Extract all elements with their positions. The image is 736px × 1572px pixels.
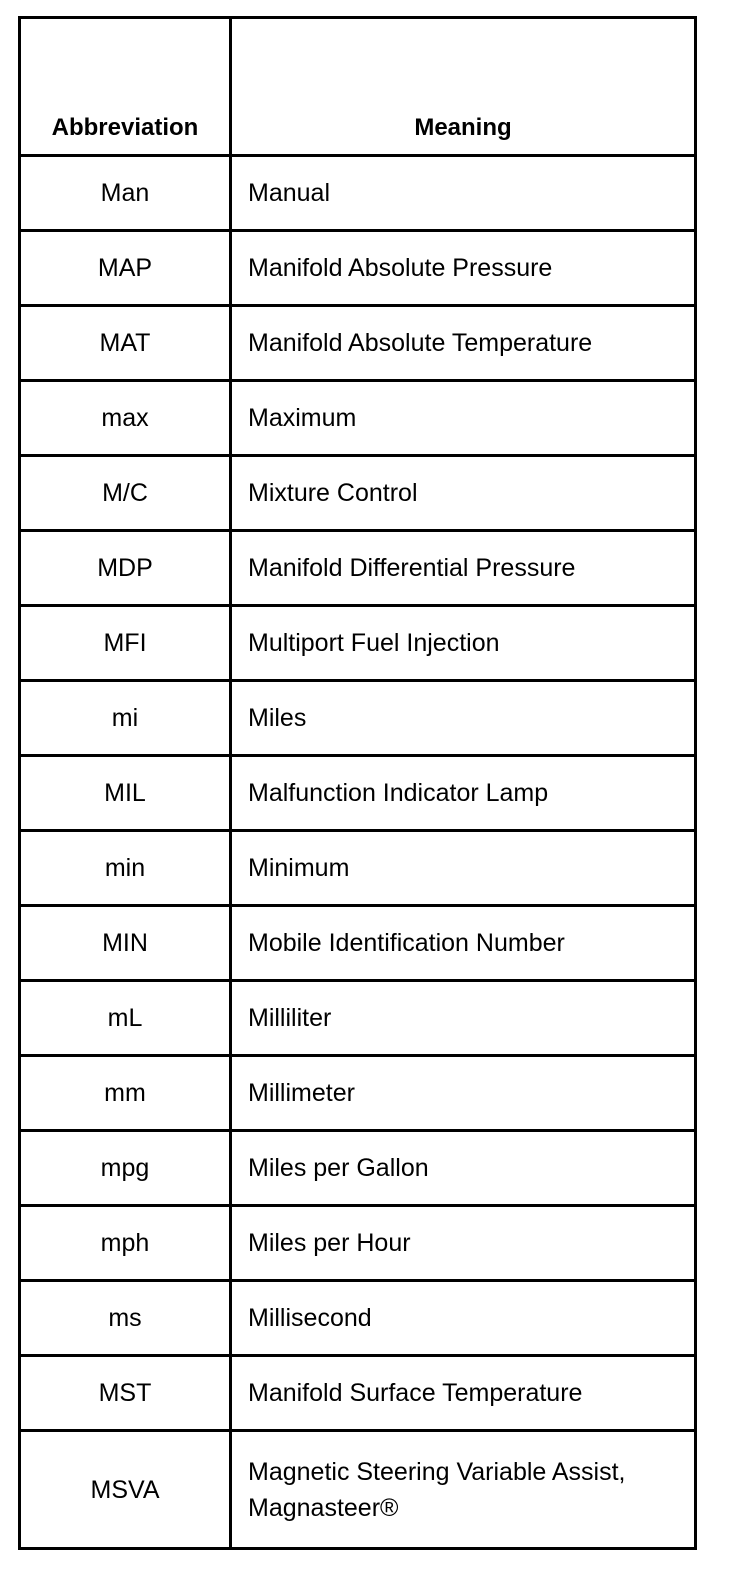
meaning-cell: Manual [231,156,696,231]
abbreviation-cell: MAT [20,306,231,381]
meaning-cell: Mixture Control [231,456,696,531]
meaning-cell: Magnetic Steering Variable Assist, Magnasteer® [231,1431,696,1549]
abbreviation-cell: Man [20,156,231,231]
abbreviation-table [18,16,697,1550]
table-row [20,1131,696,1206]
abbreviation-cell: M/C [20,456,231,531]
table-row [20,981,696,1056]
table-row [20,1356,696,1431]
table-row [20,231,696,306]
meaning-cell: Manifold Absolute Temperature [231,306,696,381]
abbreviation-cell: min [20,831,231,906]
abbreviation-cell: ms [20,1281,231,1356]
meaning-cell: Miles [231,681,696,756]
abbreviation-cell: MFI [20,606,231,681]
abbreviation-cell: mm [20,1056,231,1131]
abbreviation-cell: MDP [20,531,231,606]
meaning-cell: Manifold Differential Pressure [231,531,696,606]
abbreviation-cell: mL [20,981,231,1056]
table-row [20,381,696,456]
meaning-cell: Millimeter [231,1056,696,1131]
table-row [20,456,696,531]
meaning-cell: Malfunction Indicator Lamp [231,756,696,831]
header-abbreviation: Abbreviation [20,18,231,156]
abbreviation-cell: mpg [20,1131,231,1206]
table-row [20,1281,696,1356]
table-row [20,606,696,681]
table-row [20,1206,696,1281]
table-row [20,1431,696,1549]
abbreviation-cell: MIL [20,756,231,831]
meaning-cell: Maximum [231,381,696,456]
table-row [20,306,696,381]
table-row [20,831,696,906]
table-header-row [20,18,696,156]
meaning-cell: Miles per Hour [231,1206,696,1281]
meaning-cell: Manifold Surface Temperature [231,1356,696,1431]
meaning-cell: Milliliter [231,981,696,1056]
table-row [20,1056,696,1131]
meaning-cell: Millisecond [231,1281,696,1356]
abbreviation-cell: mi [20,681,231,756]
abbreviation-table-container [18,16,694,1550]
table-row [20,906,696,981]
table-row [20,156,696,231]
table-row [20,531,696,606]
meaning-cell: Mobile Identification Number [231,906,696,981]
meaning-cell: Multiport Fuel Injection [231,606,696,681]
meaning-cell: Minimum [231,831,696,906]
abbreviation-cell: MAP [20,231,231,306]
table-row [20,756,696,831]
table-row [20,681,696,756]
abbreviation-cell: max [20,381,231,456]
abbreviation-cell: mph [20,1206,231,1281]
abbreviation-cell: MIN [20,906,231,981]
abbreviation-cell: MST [20,1356,231,1431]
abbreviation-cell: MSVA [20,1431,231,1549]
meaning-cell: Manifold Absolute Pressure [231,231,696,306]
meaning-cell: Miles per Gallon [231,1131,696,1206]
header-meaning: Meaning [231,18,696,156]
